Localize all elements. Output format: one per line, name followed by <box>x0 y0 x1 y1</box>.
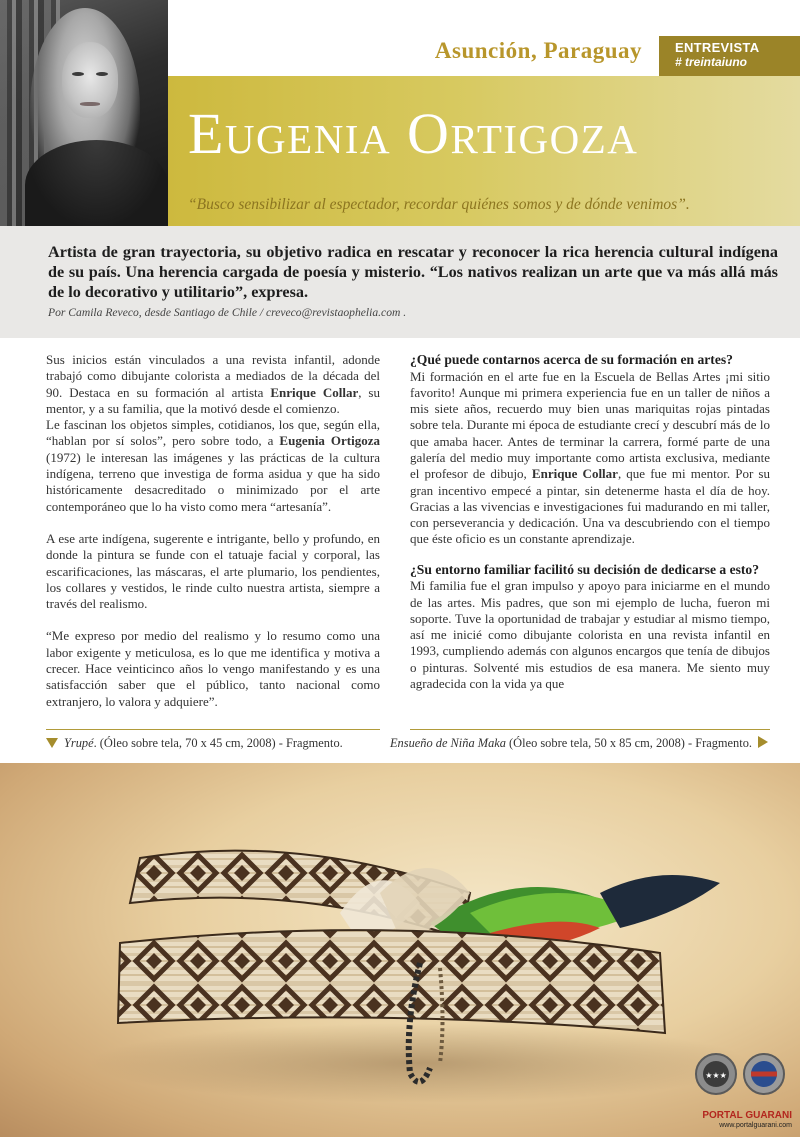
lead-paragraph: Artista de gran trayectoria, su objetivo radica en rescatar y reconocer la rica herencia cultural indígena de su país. Una herencia cargada de poesía y misterio. “Los nativos realizan un arte que va más allá más de lo decorativo y utilitario”, expresa. <box>48 243 778 301</box>
paragraph: Le fascinan los objetos simples, cotidianos, los que, según ella, “hablan por sí solos”, pero sobre todo, a Eugenia Ortigoza (1972) le interesan las imágenes y las prácticas de la cultura indígena, terreno que investiga de forma asidua y que ha sido históricamente desacreditado o minimizado por el arte contemporáneo que lo ha visto como mera “artesanía”. <box>46 417 381 514</box>
location-title: Asunción, Paraguay <box>434 38 642 63</box>
author-portrait <box>0 0 168 226</box>
section-badge <box>659 36 800 76</box>
article-column-left <box>46 352 380 710</box>
article-column-right <box>410 352 770 692</box>
caption-divider-right <box>410 729 770 730</box>
triangle-right-icon <box>758 736 768 748</box>
svg-text:★★★: ★★★ <box>705 1071 727 1080</box>
badge-hashtag: # treintaiuno <box>675 55 748 69</box>
paragraph: A ese arte indígena, sugerente e intrigante, bello y profundo, en donde la pintura se funde con el tatuaje facial y corporal, las escarificaciones, las máscaras, el arte plumario, los pendientes, los collares y vestidos, le rinde culto nuestra artista, siempre a través del realismo. <box>46 530 380 612</box>
byline: Por Camila Reveco, desde Santiago de Chile / creveco@revistaophelia.com . <box>48 306 407 319</box>
pull-quote: “Busco sensibilizar al espectador, recordar quiénes somos y de dónde venimos”. <box>188 196 690 213</box>
logo-text: PORTAL GUARANI <box>702 1110 792 1121</box>
logo-url: www.portalguarani.com <box>719 1122 792 1129</box>
caption-right: Ensueño de Niña Maka (Óleo sobre tela, 50 x 85 cm, 2008) - Fragmento. <box>390 736 768 751</box>
paragraph: Sus inicios están vinculados a una revista infantil, adonde trabajó como dibujante colorista a mediados de la década del 90. Destaca en su formación al artista Enrique Collar, su mentor, y a su familia, que la motivó desde el comienzo. <box>46 352 380 416</box>
question-heading: ¿Qué puede contarnos acerca de su formación en artes? <box>410 352 733 367</box>
paragraph: “Me expreso por medio del realismo y lo resumo como una labor exigente y meticulosa, es lo que me identifica y motiva a crecer. Hace veinticinco años lo vengo manifestando y es una satisfacción saber que el público, tanto nacional como extranjero, lo valora y adquiere”. <box>46 628 380 709</box>
triangle-down-icon <box>46 738 58 748</box>
portal-guarani-logo <box>688 1052 792 1131</box>
caption-left: Yrupé. (Óleo sobre tela, 70 x 45 cm, 2008) - Fragmento. <box>46 736 343 751</box>
answer-paragraph: Mi familia fue el gran impulso y apoyo para iniciarme en el mundo de las artes. Mis padres, que son mi ejemplo de lucha, fueron mi soporte. Tuve la oportunidad de trabajar y estudiar al mismo tiempo, así me inicié como dibujante colorista en una revista infantil en 1993, cumpliendo además con algunos encargos que tenía de dibujos o pinturas. Solventé mis estudios de esa manera. Me siento muy agradecida con la vida ya que <box>410 578 770 692</box>
badge-label: ENTREVISTA <box>675 40 760 55</box>
caption-divider-left <box>46 729 380 730</box>
title-band <box>168 76 800 226</box>
artwork-image <box>0 763 800 1137</box>
answer-paragraph: Mi formación en el arte fue en la Escuela de Bellas Artes ¡mi sitio favorito! Aunque mi primera experiencia fue en un taller de niños a mis siete años, recuerdo muy bien unas mariquitas rojas pintadas sobre tela. Durante mi época de estudiante crecí y descubrí más de lo que amaba hacer. Antes de terminar la carrera, formé parte de una galería del medio muy importante como artista exclusiva, mediante el profesor de dibujo, Enrique Collar, que fue mi mentor. Por su gran incentivo empecé a pintar, sin detenerme hasta el día de hoy. Gracias a las vivencias e investigaciones fui madurando en mi taller, con perseverancia y dedicación. Una va descubriendo con el tiempo que éste oficio es un constante aprendizaje. <box>410 368 770 547</box>
intro-box <box>0 226 800 338</box>
page-title: Eugenia Ortigoza <box>188 101 639 166</box>
question-heading: ¿Su entorno familiar facilitó su decisión de dedicarse a esto? <box>410 561 760 577</box>
